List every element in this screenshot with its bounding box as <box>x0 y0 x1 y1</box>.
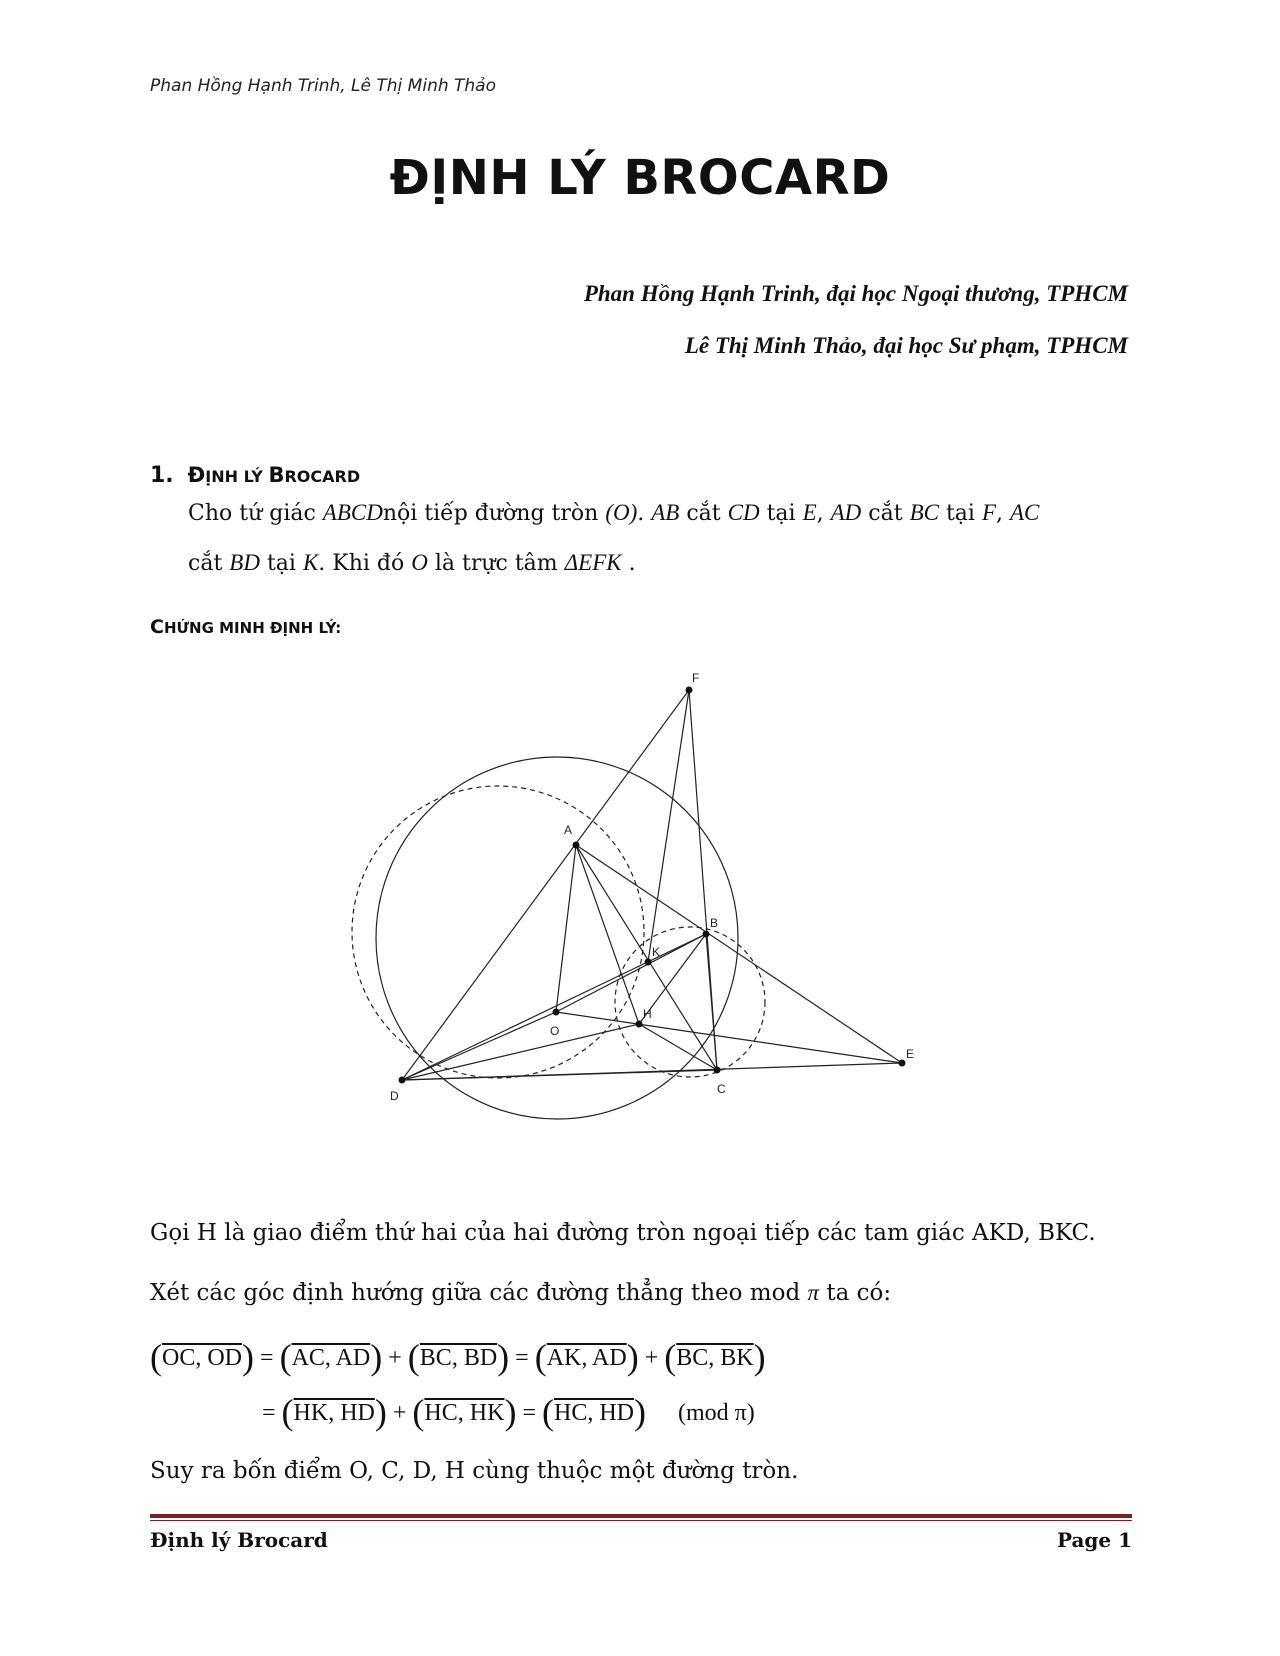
text: cắt <box>188 551 230 576</box>
label-E: E <box>906 1047 915 1061</box>
angle-term: AC, AD <box>291 1345 371 1371</box>
math: AB <box>651 500 680 525</box>
point-H <box>636 1021 643 1028</box>
line-AC <box>576 845 717 1070</box>
footer-rule-thin <box>150 1520 1132 1521</box>
math: AC <box>1010 500 1040 525</box>
footer-page-number: Page 1 <box>1056 1528 1132 1552</box>
label-B: B <box>710 916 719 930</box>
label-D: D <box>390 1089 399 1103</box>
mod-note: (mod π) <box>678 1400 755 1426</box>
label-H: H <box>643 1007 652 1021</box>
angle-term: OC, OD <box>162 1345 243 1371</box>
line-DB <box>402 934 706 1080</box>
text: nội tiếp đường tròn <box>382 501 606 526</box>
angle-term: AK, AD <box>546 1345 627 1371</box>
point-F <box>686 687 693 694</box>
point-E <box>899 1060 906 1067</box>
point-D <box>399 1077 406 1084</box>
point-C <box>714 1067 721 1074</box>
label-O: O <box>550 1024 560 1038</box>
line-BC <box>706 934 717 1070</box>
text: Cho tứ giác <box>188 501 323 526</box>
running-head: Phan Hồng Hạnh Trinh, Lê Thị Minh Thảo <box>150 76 497 96</box>
line-OE <box>556 1012 902 1063</box>
footer-rule <box>150 1514 1132 1518</box>
math: BD <box>229 550 260 575</box>
math: CD <box>727 500 760 525</box>
point-A <box>573 842 580 849</box>
math: K <box>302 550 319 575</box>
plus-sign: + <box>644 1345 659 1371</box>
text: Xét các góc định hướng giữa các đường thẳng theo mod <box>150 1280 808 1306</box>
math: ABCD <box>322 500 383 525</box>
proof-cap: C <box>150 616 164 638</box>
text: . <box>637 501 652 526</box>
label-A: A <box>564 823 573 837</box>
paragraph-3: Suy ra bốn điểm O, C, D, H cùng thuộc một đường tròn. <box>150 1458 799 1484</box>
text: . <box>621 551 636 576</box>
label-K: K <box>652 945 661 959</box>
point-B <box>703 931 710 938</box>
section-small-1: ỊNH LÝ <box>205 467 269 486</box>
section-cap-2: B <box>268 463 285 487</box>
line-HC <box>639 1024 717 1070</box>
equation-line-1: (OC, OD) = (AC, AD) + (BC, BD) = (AK, AD) + (BC, BK) <box>150 1337 766 1377</box>
text: . Khi đó <box>318 551 412 576</box>
angle-term: HK, HD <box>293 1400 375 1426</box>
angle-term: HC, HK <box>424 1400 505 1426</box>
equation-line-2: = (HK, HD) + (HC, HK) = (HC, HD) (mod π) <box>262 1392 755 1432</box>
angle-term: BC, BD <box>419 1345 498 1371</box>
math: AD <box>830 500 862 525</box>
math: (O) <box>605 500 638 525</box>
line-DF <box>402 690 689 1080</box>
line-DO <box>402 1012 556 1080</box>
text: cắt <box>679 501 728 526</box>
text: là trực tâm <box>427 551 565 576</box>
eq-sign: = <box>262 1400 276 1426</box>
footer-title: Định lý Brocard <box>150 1528 328 1552</box>
math: BC <box>909 500 939 525</box>
line-AO <box>556 845 576 1012</box>
eq-sign: = <box>260 1345 274 1371</box>
point-O <box>553 1009 560 1016</box>
text: , <box>996 501 1010 526</box>
eq-sign: = <box>515 1345 529 1371</box>
text: , <box>816 501 831 526</box>
text: tại <box>938 501 982 526</box>
text: tại <box>259 551 303 576</box>
line-AE <box>576 845 902 1063</box>
plus-sign: + <box>392 1400 407 1426</box>
plus-sign: + <box>388 1345 402 1371</box>
math: π <box>807 1280 820 1305</box>
text: cắt <box>861 501 910 526</box>
page-title: ĐỊNH LÝ BROCARD <box>389 150 891 206</box>
text: tại <box>759 501 803 526</box>
math: E <box>802 500 817 525</box>
math: F <box>981 500 996 525</box>
label-C: C <box>717 1082 726 1096</box>
proof-small: HỨNG MINH ĐỊNH LÝ: <box>163 619 342 637</box>
eq-sign: = <box>522 1400 536 1426</box>
label-F: F <box>692 671 700 685</box>
section-number: 1. <box>150 463 174 488</box>
line-FK <box>648 690 689 962</box>
circle-O <box>376 757 738 1119</box>
author-2: Lê Thị Minh Thảo, đại học Sư phạm, TPHCM <box>684 333 1128 358</box>
paragraph-2 <box>150 1280 891 1306</box>
math: ΔEFK <box>564 550 622 575</box>
point-K <box>645 959 652 966</box>
paragraph-1: Gọi H là giao điểm thứ hai của hai đường tròn ngoại tiếp các tam giác AKD, BKC. <box>150 1220 1096 1246</box>
angle-term: BC, BK <box>676 1345 754 1371</box>
author-1: Phan Hồng Hạnh Trinh, đại học Ngoại thương, TPHCM <box>583 281 1128 306</box>
text: ta có: <box>819 1280 892 1306</box>
math: O <box>411 550 428 575</box>
section-cap-1: Đ <box>187 463 206 487</box>
line-DC <box>402 1070 717 1080</box>
section-small-2: ROCARD <box>284 467 361 486</box>
angle-term: HC, HD <box>553 1400 634 1426</box>
